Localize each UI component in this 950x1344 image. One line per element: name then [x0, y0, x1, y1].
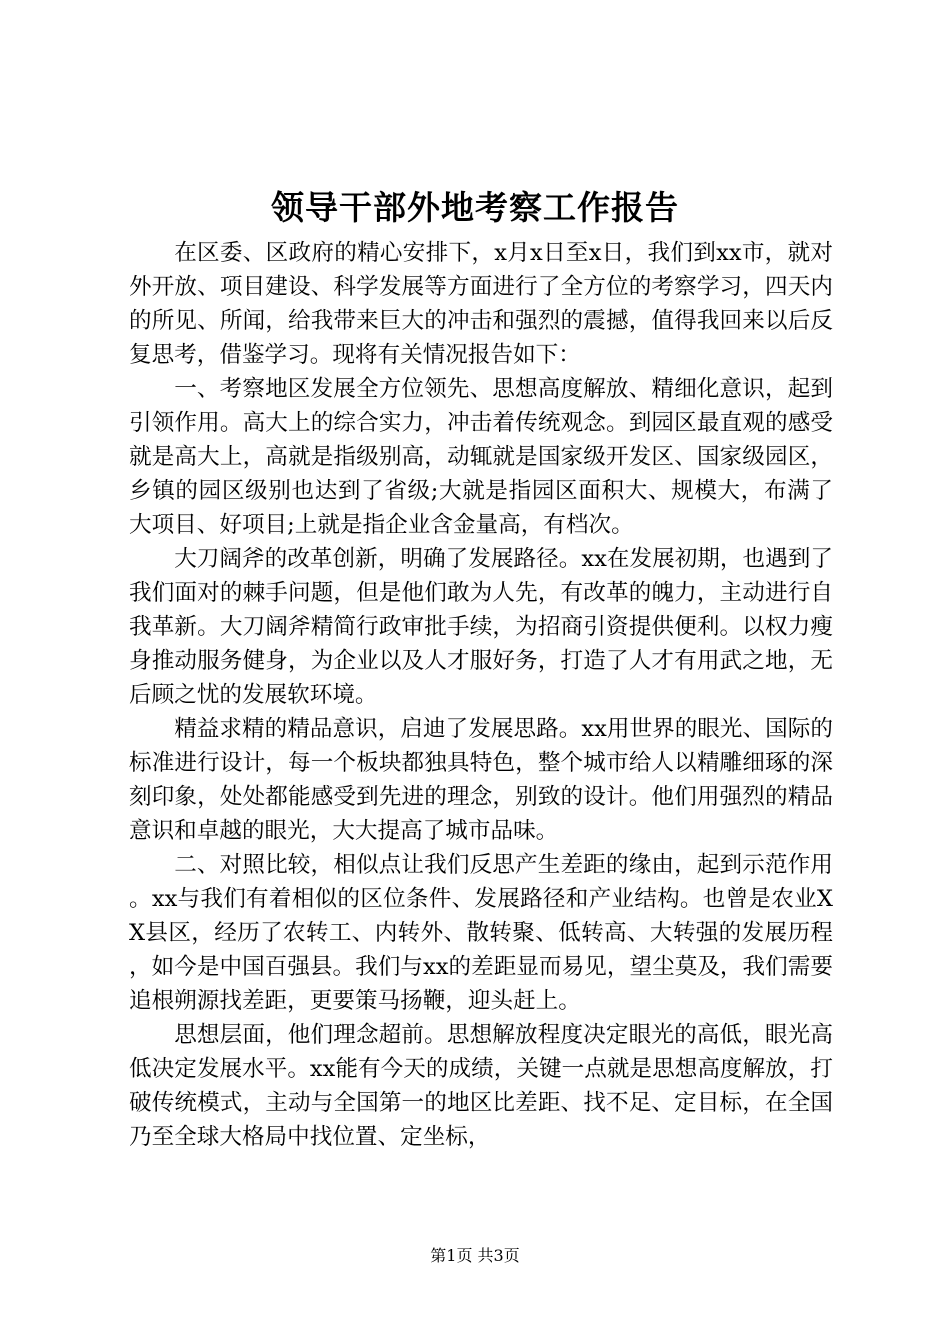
- document-body: [129, 236, 833, 1154]
- paragraph-section-two: 二、对照比较，相似点让我们反思产生差距的缘由，起到示范作用。xx与我们有着相似的区位条件、发展路径和产业结构。也曾是农业XX县区，经历了农转工、内转外、散转聚、低转高、大转强的发展历程，如今是中国百强县。我们与xx的差距显而易见，望尘莫及，我们需要追根朔源找差距，更要策马扬鞭，迎头赶上。: [129, 852, 833, 1014]
- paragraph-reform: 大刀阔斧的改革创新，明确了发展路径。xx在发展初期，也遇到了我们面对的棘手问题，但是他们敢为人先，有改革的魄力，主动进行自我革新。大刀阔斧精简行政审批手续，为招商引资提供便利。以权力瘦身推动服务健身，为企业以及人才服好务，打造了人才有用武之地，无后顾之忧的发展软环境。: [129, 546, 833, 708]
- paragraph-intro: 在区委、区政府的精心安排下，x月x日至x日，我们到xx市，就对外开放、项目建设、科学发展等方面进行了全方位的考察学习，四天内的所见、所闻，给我带来巨大的冲击和强烈的震撼，值得我回来以后反复思考，借鉴学习。现将有关情况报告如下：: [129, 240, 833, 368]
- page-number-footer: 第1页 共3页: [430, 1246, 520, 1265]
- paragraph-thinking: 思想层面，他们理念超前。思想解放程度决定眼光的高低，眼光高低决定发展水平。xx能有今天的成绩，关键一点就是思想高度解放，打破传统模式，主动与全国第一的地区比差距、找不足、定目标，在全国乃至全球大格局中找位置、定坐标，: [129, 1022, 833, 1150]
- document-title: 领导干部外地考察工作报告: [271, 188, 679, 227]
- paragraph-section-one: 一、考察地区发展全方位领先、思想高度解放、精细化意识，起到引领作用。高大上的综合实力，冲击着传统观念。到园区最直观的感受就是高大上，高就是指级别高，动辄就是国家级开发区、国家级园区，乡镇的园区级别也达到了省级;大就是指园区面积大、规模大，布满了大项目、好项目;上就是指企业含金量高，有档次。: [129, 376, 833, 538]
- paragraph-quality: 精益求精的精品意识，启迪了发展思路。xx用世界的眼光、国际的标准进行设计，每一个板块都独具特色，整个城市给人以精雕细琢的深刻印象，处处都能感受到先进的理念，别致的设计。他们用强烈的精品意识和卓越的眼光，大大提高了城市品味。: [129, 716, 833, 844]
